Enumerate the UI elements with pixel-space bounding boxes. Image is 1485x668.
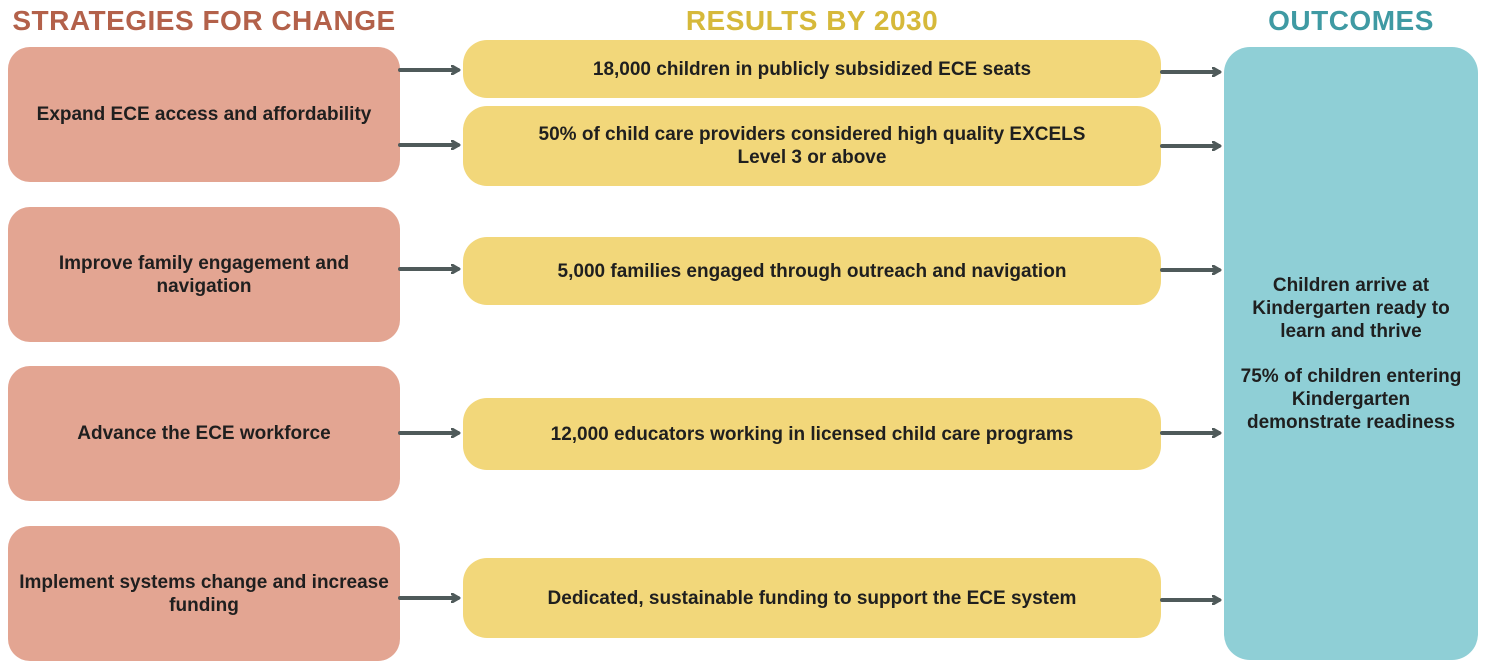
result-text: 50% of child care providers considered high quality EXCELS (538, 124, 1086, 145)
result-text: Level 3 or above (737, 147, 887, 168)
strategy-text: navigation (156, 275, 252, 297)
result-box-families-engaged (463, 237, 1161, 305)
result-box-high-quality (463, 106, 1161, 186)
strategy-box-workforce (8, 366, 400, 501)
outcomes-header: OUTCOMES (1268, 5, 1434, 36)
result-box-subsidized-seats (463, 40, 1161, 98)
outcome-text: Kindergarten (1291, 388, 1411, 410)
result-box-funding (463, 558, 1161, 638)
outcome-ready (1252, 274, 1449, 343)
strategy-text: Implement systems change and increase (19, 571, 389, 593)
strategy-box-access (8, 47, 400, 182)
result-text: 5,000 families engaged through outreach and navigation (557, 260, 1067, 282)
result-text: Dedicated, sustainable funding to support the ECE system (547, 587, 1077, 609)
outcome-text: learn and thrive (1280, 320, 1422, 342)
outcome-text: 75% of children entering (1240, 365, 1462, 387)
outcome-readiness-rate (1241, 365, 1462, 434)
outcome-text: demonstrate readiness (1246, 411, 1456, 433)
strategy-text: funding (169, 594, 239, 616)
strategy-text: Improve family engagement and (58, 252, 350, 274)
strategy-box-family (8, 207, 400, 342)
strategies-header: STRATEGIES FOR CHANGE (12, 5, 396, 36)
strategy-text: Expand ECE access and affordability (36, 104, 372, 125)
result-text: 18,000 children in publicly subsidized ECE seats (592, 58, 1032, 80)
strategy-box-systems (8, 526, 400, 661)
outcome-text: Children arrive at (1272, 274, 1430, 296)
outcomes-box (1224, 47, 1478, 660)
outcome-text: Kindergarten ready to (1252, 297, 1450, 319)
result-text: 12,000 educators working in licensed child care programs (550, 423, 1074, 445)
result-box-educators (463, 398, 1161, 470)
strategy-text: Advance the ECE workforce (77, 423, 331, 444)
results-header: RESULTS BY 2030 (685, 5, 939, 36)
